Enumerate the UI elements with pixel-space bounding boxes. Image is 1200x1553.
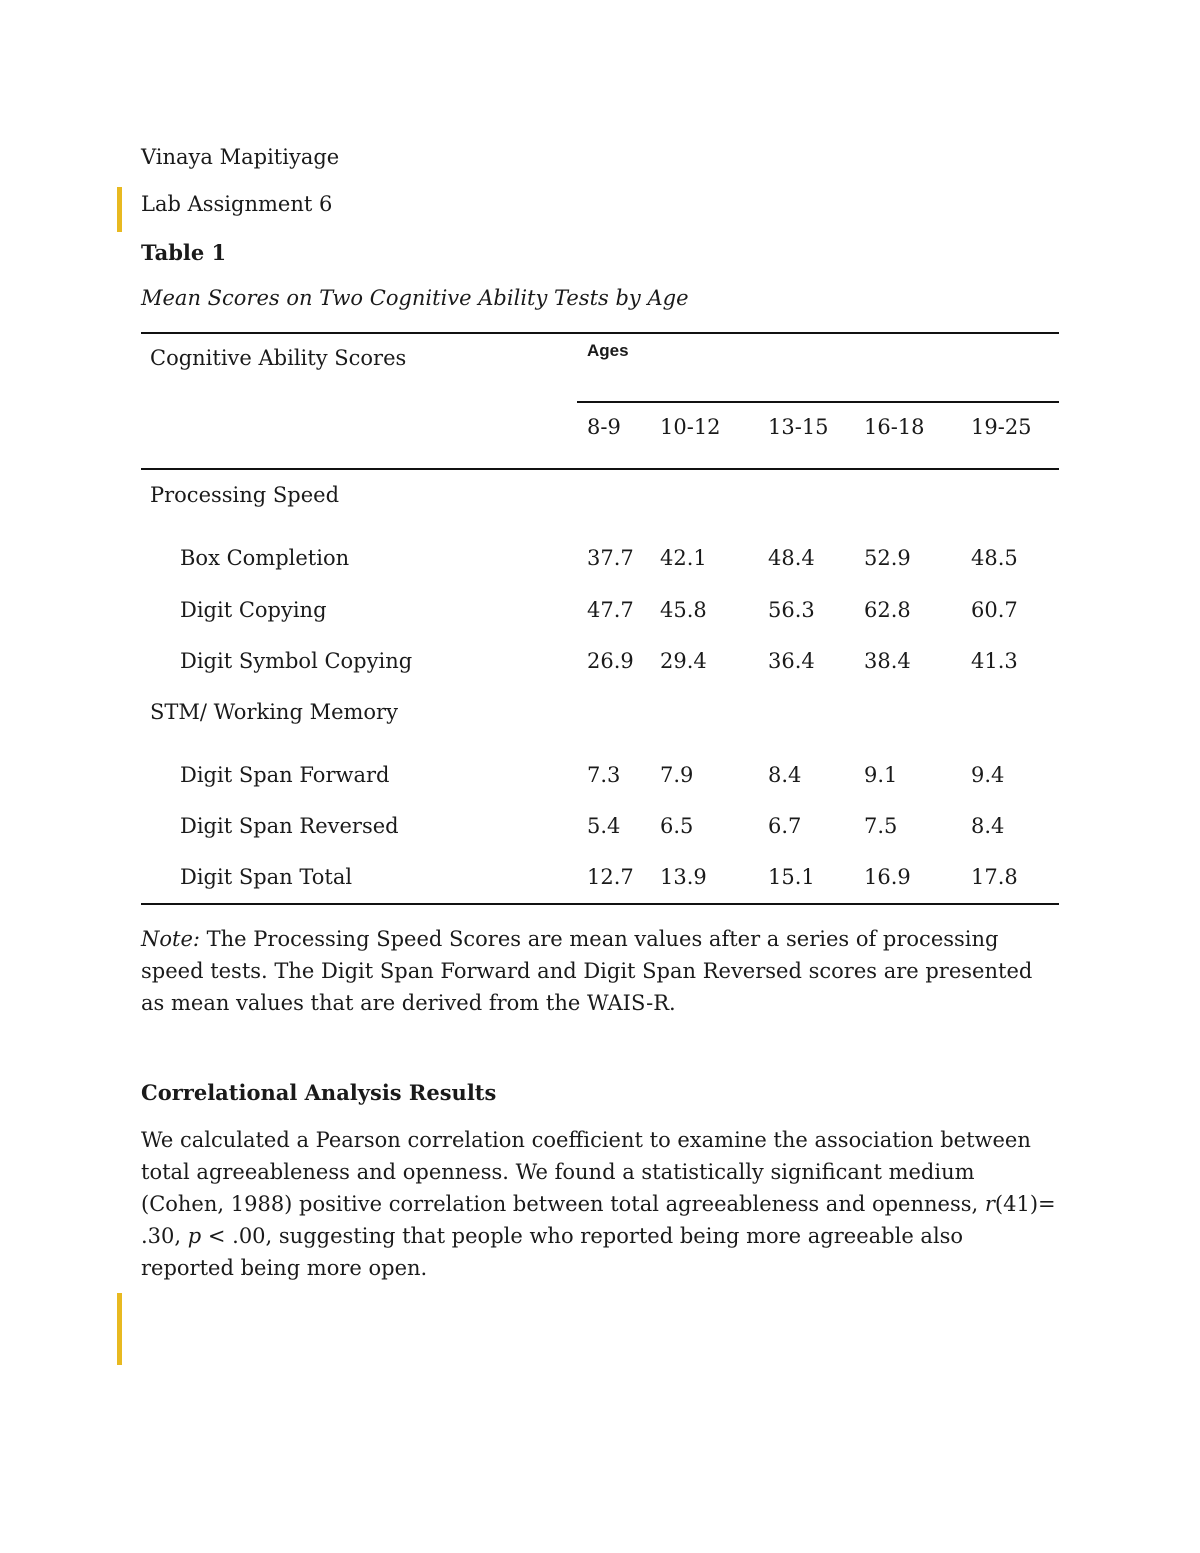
cell-value: 52.9 [864, 546, 911, 570]
row-label: Box Completion [180, 546, 350, 570]
change-marker [117, 1293, 122, 1365]
age-group-header: 8-9 [587, 415, 621, 439]
cell-value: 47.7 [587, 598, 634, 622]
cell-value: 7.9 [660, 763, 694, 787]
author-name: Vinaya Mapitiyage [141, 145, 340, 169]
age-group-header: 13-15 [768, 415, 829, 439]
table-bottom-rule [141, 903, 1059, 905]
p-symbol: p [187, 1224, 202, 1248]
cell-value: 15.1 [768, 865, 815, 889]
ages-spanner-rule [577, 401, 1059, 403]
group-heading: STM/ Working Memory [150, 700, 398, 724]
stub-header: Cognitive Ability Scores [150, 346, 407, 370]
cell-value: 5.4 [587, 814, 621, 838]
r-value: (41)= .30, [141, 1192, 1056, 1248]
cell-value: 45.8 [660, 598, 707, 622]
table-title: Mean Scores on Two Cognitive Ability Tests by Age [141, 286, 689, 310]
group-heading: Processing Speed [150, 483, 340, 507]
cell-value: 48.4 [768, 546, 815, 570]
note-label: Note: [141, 927, 200, 951]
results-text-part1: We calculated a Pearson correlation coefficient to examine the association between total agreeableness and openness. We found a statistically significant medium (Cohen, 1988) positive correlation between total agreeableness and openness, [141, 1128, 1031, 1216]
cell-value: 37.7 [587, 546, 634, 570]
cell-value: 12.7 [587, 865, 634, 889]
cell-value: 60.7 [971, 598, 1018, 622]
cell-value: 7.5 [864, 814, 898, 838]
cell-value: 8.4 [971, 814, 1005, 838]
table-note [141, 923, 1061, 1019]
row-label: Digit Symbol Copying [180, 649, 413, 673]
note-text: The Processing Speed Scores are mean values after a series of processing speed tests. The Digit Span Forward and Digit Span Reversed scores are presented as mean values that are derived from the WAIS-R. [141, 927, 1033, 1015]
cell-value: 38.4 [864, 649, 911, 673]
cell-value: 9.4 [971, 763, 1005, 787]
cell-value: 36.4 [768, 649, 815, 673]
cell-value: 26.9 [587, 649, 634, 673]
table-label: Table 1 [141, 240, 227, 265]
cell-value: 48.5 [971, 546, 1018, 570]
row-label: Digit Copying [180, 598, 327, 622]
age-group-header: 10-12 [660, 415, 721, 439]
cell-value: 7.3 [587, 763, 621, 787]
results-paragraph [141, 1124, 1061, 1284]
cell-value: 62.8 [864, 598, 911, 622]
cell-value: 8.4 [768, 763, 802, 787]
age-group-header: 16-18 [864, 415, 925, 439]
cell-value: 9.1 [864, 763, 898, 787]
cell-value: 16.9 [864, 865, 911, 889]
results-heading: Correlational Analysis Results [141, 1080, 497, 1105]
table-header-bottom-rule [141, 468, 1059, 470]
results-text-part2: < .00, suggesting that people who reported being more agreeable also reported being more open. [141, 1224, 964, 1280]
cell-value: 29.4 [660, 649, 707, 673]
row-label: Digit Span Reversed [180, 814, 399, 838]
cell-value: 42.1 [660, 546, 707, 570]
cell-value: 41.3 [971, 649, 1018, 673]
assignment-title: Lab Assignment 6 [141, 192, 333, 216]
cell-value: 6.7 [768, 814, 802, 838]
cell-value: 56.3 [768, 598, 815, 622]
table-top-rule [141, 332, 1059, 334]
row-label: Digit Span Total [180, 865, 353, 889]
cell-value: 13.9 [660, 865, 707, 889]
cell-value: 6.5 [660, 814, 694, 838]
row-label: Digit Span Forward [180, 763, 390, 787]
ages-header: Ages [587, 341, 629, 360]
r-symbol: r [984, 1192, 995, 1216]
change-marker [117, 187, 122, 232]
age-group-header: 19-25 [971, 415, 1032, 439]
cell-value: 17.8 [971, 865, 1018, 889]
